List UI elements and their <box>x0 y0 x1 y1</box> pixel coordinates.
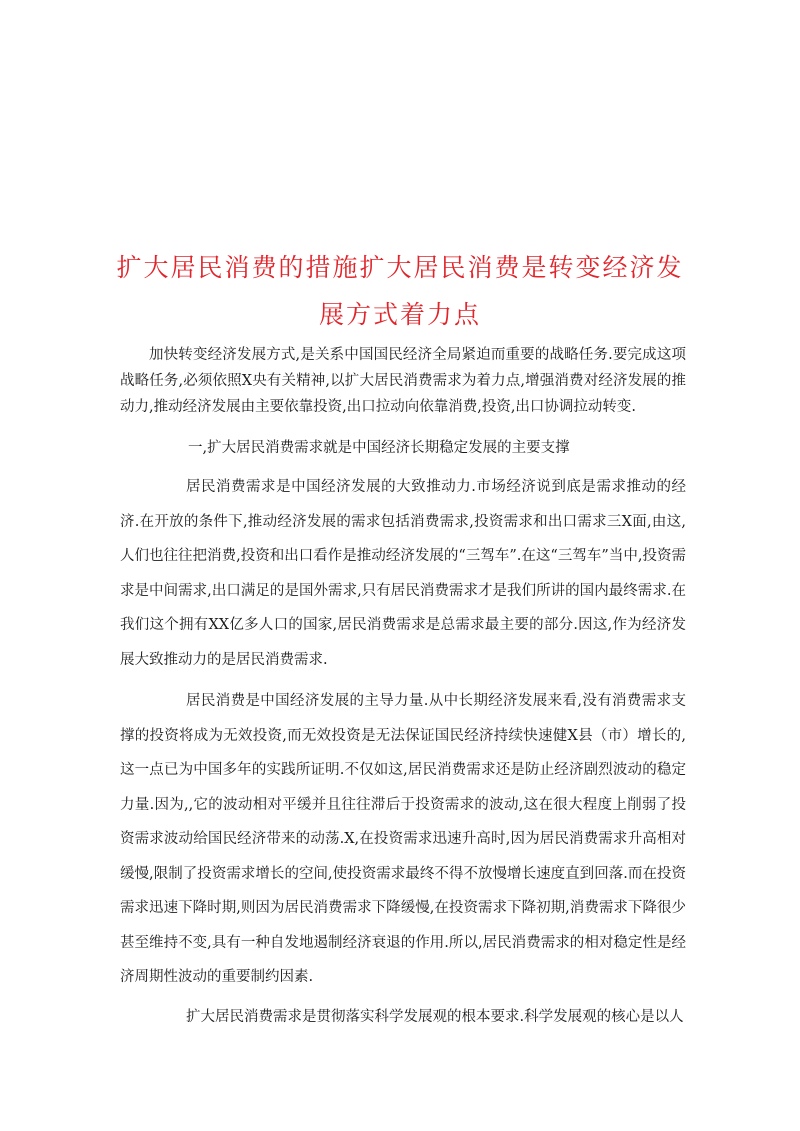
intro-paragraph: 加快转变经济发展方式,是关系中国国民经济全局紧迫而重要的战略任务.要完成这项战略任务,必须依照X央有关精神,以扩大居民消费需求为着力点,增强消费对经济发展的推动力,推动经济发展由主要依靠投资,出口拉动向依靠消费,投资,出口协调拉动转变. <box>120 347 686 415</box>
body-paragraph-1: 居民消费需求是中国经济发展的大致推动力.市场经济说到底是需求推动的经济.在开放的条件下,推动经济发展的需求包括消费需求,投资需求和出口需求三X面,由这,人们也往往把消费,投资和出口看作是推动经济发展的“三驾车”.在这“三驾车”当中,投资需求是中间需求,出口满足的是国外需求,只有居民消费需求才是我们所讲的国内最终需求.在我们这个拥有XX亿多人口的国家,居民消费需求是总需求最主要的部分.因这,作为经济发展大致推动力的是居民消费需求. <box>120 479 686 668</box>
section-heading: 一,扩大居民消费需求就是中国经济长期稳定发展的主要支撑 <box>188 440 570 456</box>
document-title: 扩大居民消费的措施扩大居民消费是转变经济发展方式着力点 <box>116 253 684 329</box>
body-paragraph-3: 扩大居民消费需求是贯彻落实科学发展观的根本要求.科学发展观的核心是以人 <box>186 1009 684 1025</box>
body-paragraph-2: 居民消费是中国经济发展的主导力量.从中长期经济发展来看,没有消费需求支撑的投资将成为无效投资,而无效投资是无法保证国民经济持续快速健X县（市）增长的,这一点已为中国多年的实践所证明.不仅如这,居民消费需求还是防止经济剧烈波动的稳定力量.因为,,它的波动相对平缓并且往往滞后于投资需求的波动,这在很大程度上削弱了投资需求波动给国民经济带来的动荡.X,在投资需求迅速升高时,因为居民消费需求升高相对缓慢,限制了投资需求增长的空间,使投资需求最终不得不放慢增长速度直到回落.而在投资需求迅速下降时期,则因为居民消费需求下降缓慢,在投资需求下降初期,消费需求下降很少甚至维持不变,具有一种自发地遏制经济衰退的作用.所以,居民消费需求的相对稳定性是经济周期性波动的重要制约因素. <box>120 693 686 985</box>
